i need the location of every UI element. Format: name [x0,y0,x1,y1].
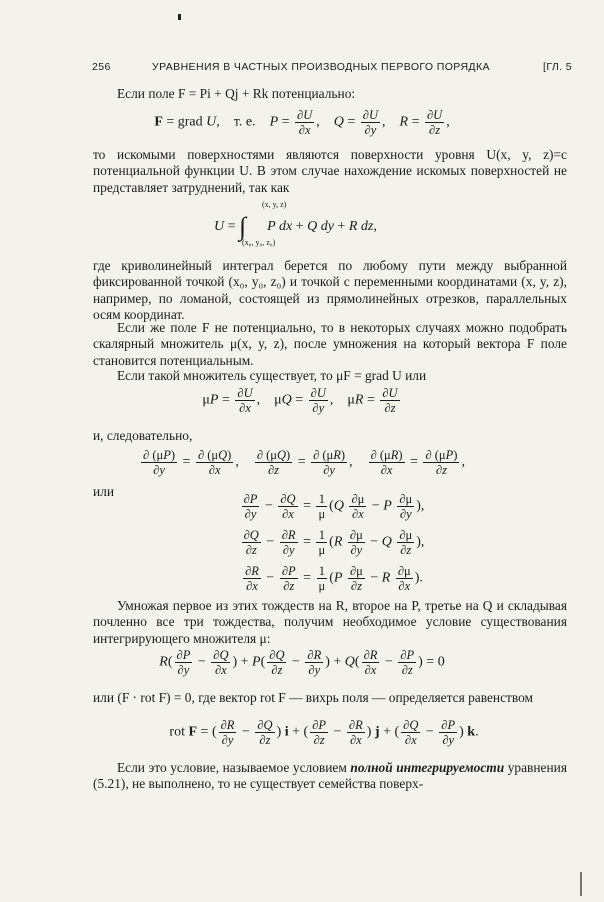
scan-mark-top [178,14,181,20]
equation-6: $\frac{\partial Q}{\partial z}$ − $\frac{\partial R}{\partial y}$ = $\frac{1}{\mu}$ (R $\frac{\partial\mu}{\partial y}$ − Q $\frac{\partial\mu}{\partial z}$ ), [243,528,425,557]
equation-5: $\frac{\partial P}{\partial y}$ − $\frac{\partial Q}{\partial x}$ = $\frac{1}{\mu}$ (Q $\frac{\partial\mu}{\partial x}$ − P $\frac{\partial\mu}{\partial y}$ ), [243,492,425,521]
equation-3: μP = $\frac{\partial U}{\partial x}$ , μQ = $\frac{\partial U}{\partial y}$ , μR = $\frac{\partial U}{\partial z}$ [202,386,398,415]
equation-7: $\frac{\partial R}{\partial x}$ − $\frac{\partial P}{\partial z}$ = $\frac{1}{\mu}$ (P $\frac{\partial\mu}{\partial z}$ − R $\frac{\partial\mu}{\partial x}$ ). [245,564,423,593]
integral-upper-limit: (x, y, z) [262,200,287,209]
paragraph-1: Если поле F = Pi + Qj + Rk потенциально: [117,86,356,101]
paragraph-10 [93,760,567,793]
chapter-label: [ГЛ. 5 [543,61,572,73]
running-title: УРАВНЕНИЯ В ЧАСТНЫХ ПРОИЗВОДНЫХ ПЕРВОГО ПОРЯДКА [152,61,490,73]
paragraph-10-end: уравнения (5.21), не выполнено, то не существует семейства поверх- [93,760,567,792]
scan-mark-bottom [580,872,582,896]
paragraph-3: где криволинейный интеграл берется по любому пути между выбранной фиксированной точкой (x₀, y₀, z₀) и точкой с переменными координатами (x, y, z), например, по ломаной, состоящей из прямолинейных отрезков, параллельных осям координат. [93,258,567,323]
paragraph-2: то искомыми поверхностями являются поверхности уровня U(x, y, z)=c потенциальной функции U. В этом случае нахождение искомых поверхностей не представляет затруднений, так как [93,147,567,195]
paragraph-8: Умножая первое из этих тождеств на R, второе на P, третье на Q и складывая почленно все три тождества, получим необходимое условие существования интегрирующего множителя μ: [93,598,567,646]
equation-1: F = grad U, т. е. P = $\frac{\partial U}{\partial x}$ , Q = $\frac{\partial U}{\partial y}$ , R = $\frac{\partial U}{\partial z}$ , [154,108,450,137]
equation-4: $\frac{\partial (\mu P)}{\partial y}$ = $\frac{\partial (\mu Q)}{\partial x}$ , $\frac{\partial (\mu Q)}{\partial z}$ = $\frac{\partial (\mu R)}{\partial y}$ , $\frac{\partial (\mu R)}{\partial x}$ = $\frac{\partial (\mu P)}{\partial z}$ , [143,448,465,477]
equation-9: rot F = ( $\frac{\partial R}{\partial y}$ − $\frac{\partial Q}{\partial z}$ ) i + ( $\frac{\partial P}{\partial z}$ − $\frac{\partial R}{\partial x}$ ) j + ( $\frac{\partial Q}{\partial x}$ − $\frac{\partial P}{\partial y}$ ) k. [169,718,479,747]
paragraph-4: Если же поле F не потенциально, то в некоторых случаях можно подобрать скалярный множитель μ(x, y, z), после умножения на который вектора F поле становится потенциальным. [93,320,567,368]
paragraph-6: и, следовательно, [93,428,193,443]
equation-8: R( $\frac{\partial P}{\partial y}$ − $\frac{\partial Q}{\partial x}$ ) + P( $\frac{\partial Q}{\partial z}$ − $\frac{\partial R}{\partial y}$ ) + Q( $\frac{\partial R}{\partial x}$ − $\frac{\partial P}{\partial z}$ ) = 0 [159,648,445,677]
page-number: 256 [92,61,111,73]
paragraph-10-start: Если это условие, называемое условием [117,760,347,775]
integral-lower-limit: (x₀, y₀, z₀) [242,238,276,247]
paragraph-7: или [93,484,115,499]
paragraph-10-emphasis: полной интегрируемости [350,760,505,775]
paragraph-5: Если такой множитель существует, то μF = grad U или [117,368,427,383]
paragraph-9: или (F · rot F) = 0, где вектор rot F — вихрь поля — определяется равенством [93,690,534,705]
book-page: 256 УРАВНЕНИЯ В ЧАСТНЫХ ПРОИЗВОДНЫХ ПЕРВОГО ПОРЯДКА [ГЛ. 5 Если поле F = Pi + Qj + Rk потенциально: F = grad U, т. е. P = $\frac{\partial U}{\partial x}$ , Q = $\frac{\partial U}{\partial y}$ , R = $\frac{\partial U}{\partial z}$ , то искомыми поверхностями являются поверхности уровня U(x, y, z)=c потенциальной функции U. В этом случае нахождение искомых поверхностей не представляет затруднений, так как (x, y, z) (x₀, y₀, z₀) U = ∫ P dx + Q dy + R dz, где криволинейный интеграл берется по любому пути между выбранной фиксированной точкой (x₀, y₀, z₀) и точкой с переменными координатами (x, y, z), например, по ломаной, состоящей из прямолинейных отрезков, параллельных осям координат. Если же поле F не потенциально, то в некоторых случаях можно подобрать скалярный множитель μ(x, y, z), после умножения на который вектора F поле становится потенциальным. Если такой множитель существует, то μF = grad U или μP = $\frac{\partial U}{\partial x}$ , μQ = $\frac{\partial U}{\partial y}$ , μR = $\frac{\partial U}{\partial z}$ и, следовательно, $\frac{\partial (\mu P)}{\partial y}$ = $\frac{\partial (\mu Q)}{\partial x}$ , $\frac{\partial (\mu Q)}{\partial z}$ = $\frac{\partial (\mu R)}{\partial y}$ , $\frac{\partial (\mu R)}{\partial x}$ = $\frac{\partial (\mu P)}{\partial z}$ , или $\frac{\partial P}{\partial y}$ − $\frac{\partial Q}{\partial x}$ = $\frac{1}{\mu}$ (Q $\frac{\partial\mu}{\partial x}$ − P $\frac{\partial\mu}{\partial y}$ ), $\frac{\partial Q}{\partial z}$ − $\frac{\partial R}{\partial y}$ = $\frac{1}{\mu}$ (R $\frac{\partial\mu}{\partial y}$ − Q $\frac{\partial\mu}{\partial z}$ ), $\frac{\partial R}{\partial x}$ − $\frac{\partial P}{\partial z}$ = $\frac{1}{\mu}$ (P $\frac{\partial\mu}{\partial z}$ − R $\frac{\partial\mu}{\partial x}$ ). Умножая первое из этих тождеств на R, второе на P, третье на Q и складывая почленно все три тождества, получим необходимое условие существования интегрирующего множителя μ: R( $\frac{\partial P}{\partial y}$ − $\frac{\partial Q}{\partial x}$ ) + P( $\frac{\partial Q}{\partial z}$ − $\frac{\partial R}{\partial y}$ ) + Q( $\frac{\partial R}{\partial x}$ − $\frac{\partial P}{\partial z}$ ) = 0 или (F · rot F) = 0, где вектор rot F — вихрь поля — определяется равенством rot F = ( $\frac{\partial R}{\partial y}$ − $\frac{\partial Q}{\partial z}$ ) i + ( $\frac{\partial P}{\partial z}$ − $\frac{\partial R}{\partial x}$ ) j + ( $\frac{\partial Q}{\partial x}$ − $\frac{\partial P}{\partial y}$ ) k. Если это условие, называемое условием полной интегрируемости уравнения (5.21), не выполнено, то не существует семейства поверх- [0,0,604,902]
